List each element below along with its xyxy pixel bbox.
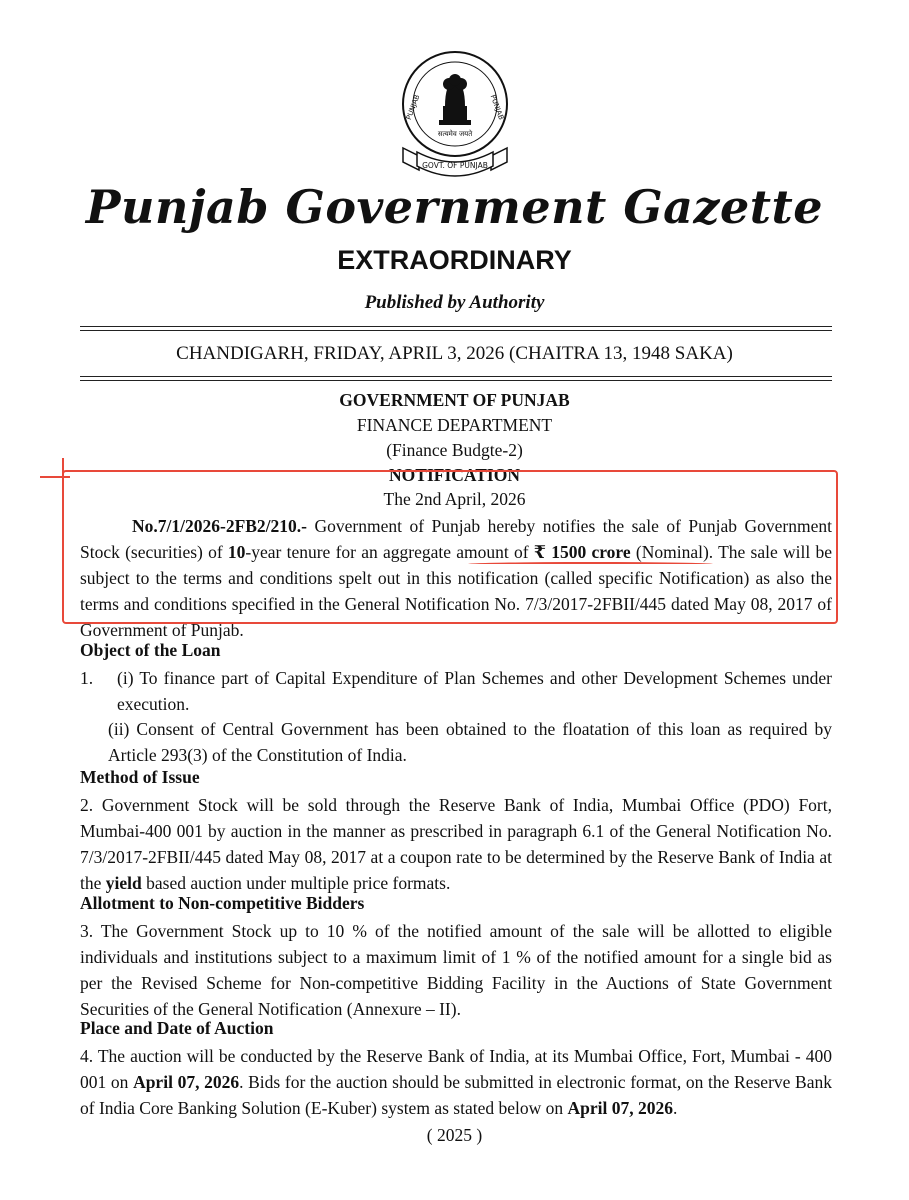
- extraordinary-heading: EXTRAORDINARY: [337, 245, 572, 275]
- notification-heading: NOTIFICATION: [389, 465, 520, 485]
- divider-bottom-1: [80, 376, 832, 377]
- method-paragraph: 2. Government Stock will be sold through the Reserve Bank of India, Mumbai Office (PDO) Fort, Mumbai-400 001 by auction in the manner as prescribed in paragraph 6.1 of the General Notification No. 7/3/2017-2FBII/445 dated May 08, 2017 at a coupon rate to be determined by the Reserve Bank of India at the yield based auction under multiple price formats.: [80, 795, 832, 893]
- svg-text:PUNJAB: PUNJAB: [404, 93, 422, 121]
- notification-number: No.7/1/2026-2FB2/210.-: [132, 516, 307, 536]
- section-heading: (Finance Budgte-2): [386, 440, 523, 460]
- divider-top-1: [80, 326, 832, 327]
- department-heading: FINANCE DEPARTMENT: [356, 415, 553, 435]
- divider-top-2: [80, 330, 832, 331]
- auction-heading: Place and Date of Auction: [80, 1018, 274, 1038]
- svg-text:PUNJAB: PUNJAB: [488, 93, 506, 121]
- dateline: CHANDIGARH, FRIDAY, APRIL 3, 2026 (CHAITRA 13, 1948 SAKA): [176, 343, 733, 364]
- object-item-2: (ii) Consent of Central Government has been obtained to the floatation of this loan as required by Article 293(3) of the Constitution of India.: [108, 719, 832, 765]
- allotment-paragraph: 3. The Government Stock up to 10 % of the notified amount of the sale will be allotted to eligible individuals and institutions subject to a maximum limit of 1 % of the notified amount for a single bid as per the Revised Scheme for Non-competitive Bidding Facility in the Auctions of State Government Securities of the General Notification (Annexure – II).: [80, 921, 832, 1019]
- aggregate-amount: ₹ 1500 crore: [533, 542, 631, 562]
- red-mark-stroke: [40, 476, 70, 478]
- state-emblem: [395, 44, 515, 184]
- red-mark-stroke-vertical: [62, 458, 64, 488]
- government-heading: GOVERNMENT OF PUNJAB: [339, 390, 570, 410]
- page-number: ( 2025 ): [426, 1125, 483, 1145]
- object-number: 1.: [80, 668, 94, 688]
- tenure: 10: [227, 542, 246, 562]
- allotment-heading: Allotment to Non-competitive Bidders: [80, 893, 365, 913]
- object-heading: Object of the Loan: [80, 640, 221, 660]
- published-by: Published by Authority: [364, 292, 545, 313]
- notification-date: The 2nd April, 2026: [383, 489, 526, 509]
- gazette-title: Punjab Government Gazette: [85, 180, 824, 234]
- method-heading: Method of Issue: [80, 767, 200, 787]
- svg-text:सत्यमेव जयते: सत्यमेव जयते: [437, 130, 473, 138]
- divider-bottom-2: [80, 380, 832, 381]
- auction-paragraph: 4. The auction will be conducted by the Reserve Bank of India, at its Mumbai Office, Fort, Mumbai - 400 001 on April 07, 2026. Bids for the auction should be submitted in electronic format, on the Reserve Bank of India Core Banking Solution (E-Kuber) system as stated below on April 07, 2026.: [80, 1046, 833, 1118]
- object-item-1: (i) To finance part of Capital Expenditure of Plan Schemes and other Development Schemes under execution.: [117, 668, 832, 714]
- intro-paragraph: No.7/1/2026-2FB2/210.- Government of Punjab hereby notifies the sale of Punjab Government Stock (securities) of 10-year tenure for an aggregate amount of ₹ 1500 crore (Nominal). The sale will be subject to the terms and conditions spelt out in this notification (called specific Notification) as also the terms and conditions specified in the General Notification No. 7/3/2017-2FBII/445 dated May 08, 2017 of Government of Punjab.: [80, 516, 832, 640]
- svg-text:GOVT. OF PUNJAB: GOVT. OF PUNJAB: [422, 161, 488, 170]
